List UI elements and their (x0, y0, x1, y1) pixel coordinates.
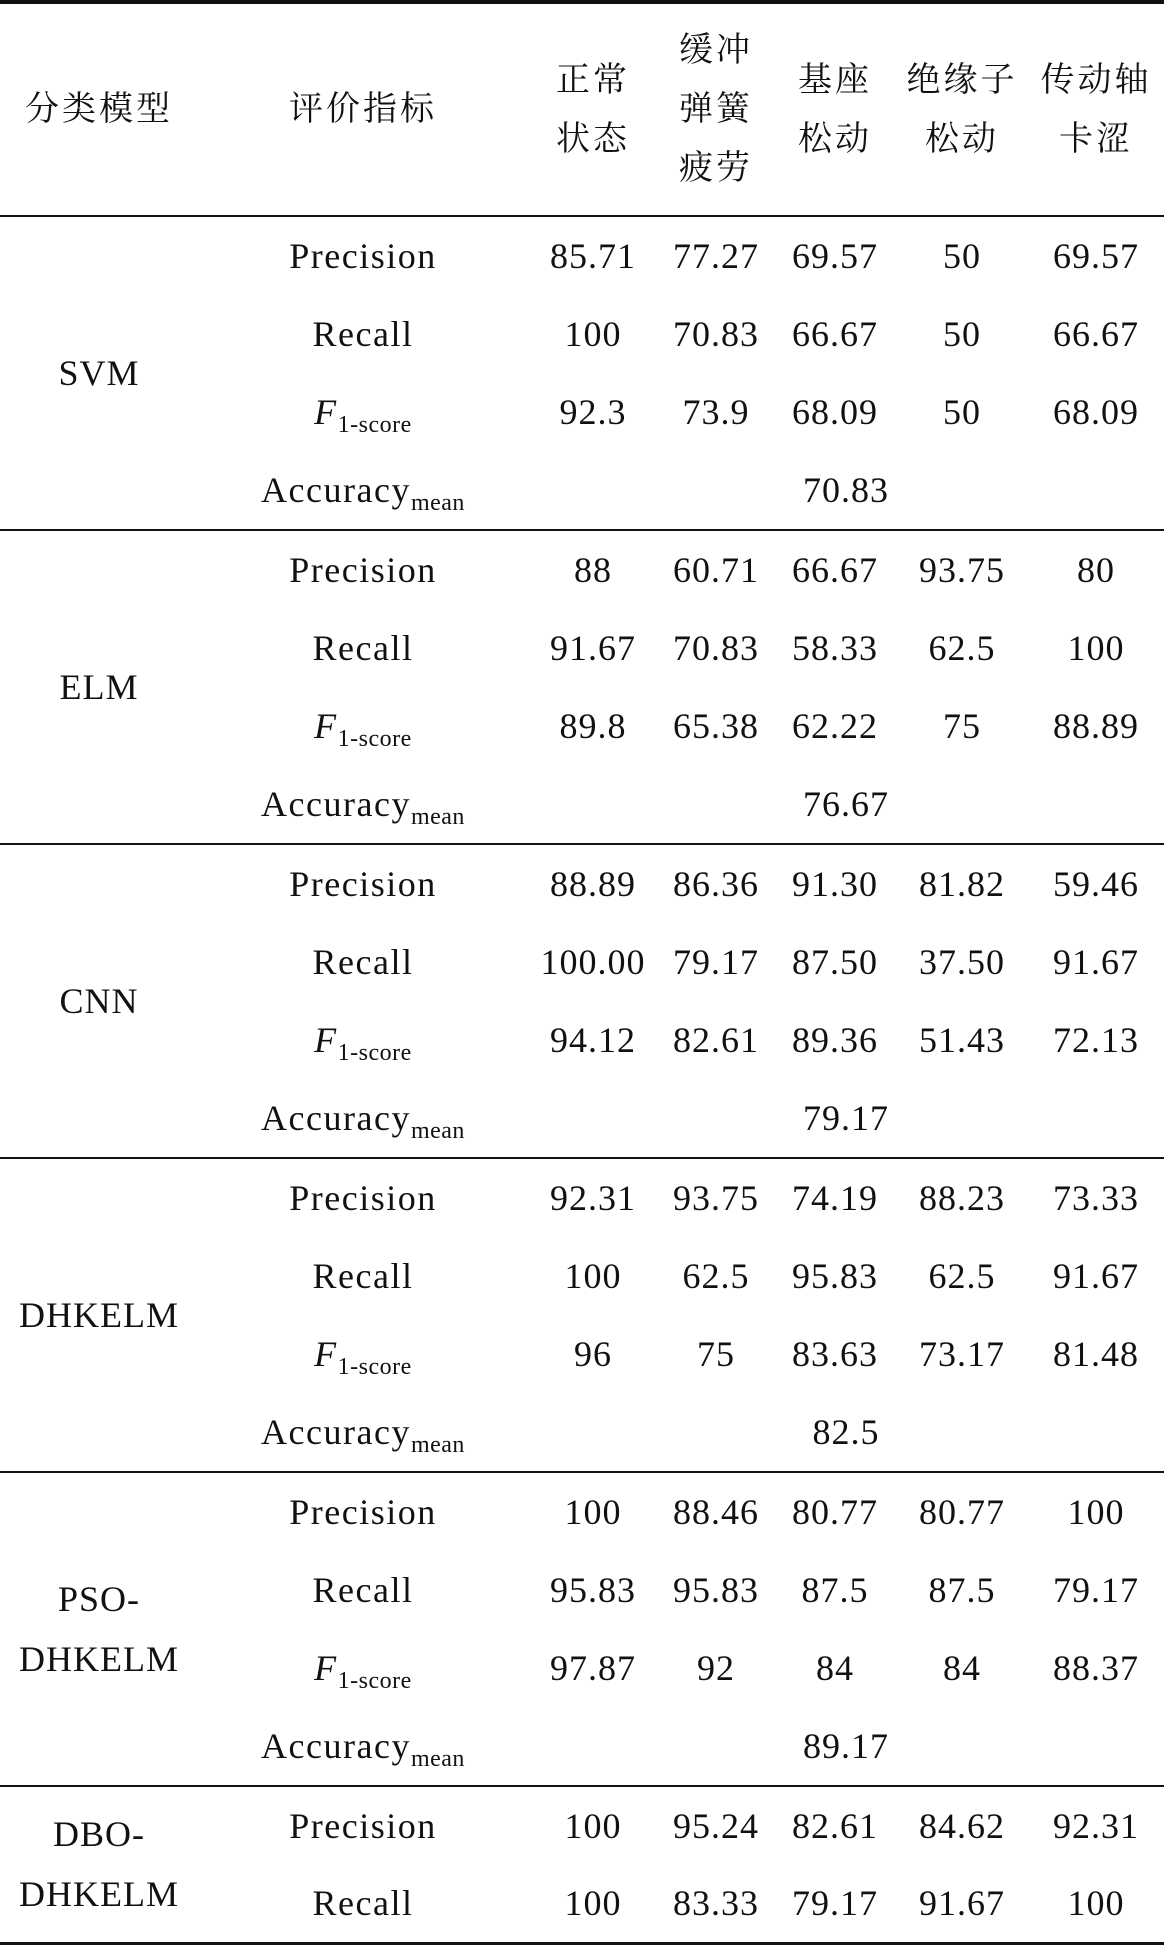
cell-value: 62.5 (928, 627, 996, 668)
cell-value: 92.3 (559, 392, 627, 433)
metric-label-precision: Precision (289, 1177, 437, 1218)
metric-label-accuracy: Accuracy$_{mean}$ (198, 1080, 528, 1159)
cell-value: 81.48 (1053, 1334, 1139, 1375)
table-row (0, 1786, 1164, 1865)
header-row (0, 2, 1164, 216)
accuracy-value: 79.17 (528, 1080, 1164, 1159)
metric-label-f1: $F_{1-score}$ (314, 706, 412, 753)
cell-value: 93.75 (673, 1177, 759, 1218)
cell-value: 91.67 (550, 627, 636, 668)
metric-label-accuracy: Accuracy$_{mean}$ (198, 1394, 528, 1473)
cell-value: 100.00 (540, 941, 646, 982)
metric-label-accuracy: Accuracy$_{mean}$ (198, 452, 528, 531)
cell-value: 87.5 (928, 1569, 996, 1610)
cell-value: 79.17 (673, 941, 759, 982)
cell-value: 50 (943, 235, 981, 276)
cell-value: 88.23 (919, 1177, 1005, 1218)
cell-value: 87.50 (792, 941, 878, 982)
cell-value: 65.38 (673, 706, 759, 747)
cell-value: 66.67 (792, 549, 878, 590)
cell-value: 84 (816, 1648, 854, 1689)
cell-value: 88.37 (1053, 1648, 1139, 1689)
metric-label-recall: Recall (312, 313, 414, 354)
metric-label-f1: $F_{1-score}$ (314, 392, 412, 439)
accuracy-value: 89.17 (528, 1708, 1164, 1787)
cell-value: 50 (943, 392, 981, 433)
cell-value: 100 (528, 1865, 658, 1944)
header-class-shaft-stuck: 传动轴 卡涩 (1028, 2, 1164, 216)
header-class-insulator-loose: 绝缘子 松动 (896, 2, 1028, 216)
cell-value: 84.62 (919, 1805, 1005, 1846)
cell-value: 95.83 (792, 1255, 878, 1296)
metric-label-recall: Recall (312, 1569, 414, 1610)
metric-label-precision: Precision (289, 1805, 437, 1846)
cell-value: 75 (697, 1334, 735, 1375)
cell-value: 79.17 (774, 1865, 896, 1944)
cell-value: 100 (1028, 1865, 1164, 1944)
cell-value: 88 (574, 549, 612, 590)
cell-value: 100 (564, 1805, 622, 1846)
cell-value: 91.67 (1053, 1255, 1139, 1296)
accuracy-value: 76.67 (528, 766, 1164, 845)
cell-value: 80.77 (919, 1491, 1005, 1532)
cell-value: 92 (697, 1648, 735, 1689)
metric-label-recall: Recall (198, 1865, 528, 1944)
cell-value: 59.46 (1053, 863, 1139, 904)
table-row (0, 216, 1164, 295)
header-class-spring-fatigue: 缓冲 弹簧 疲劳 (658, 2, 774, 216)
cell-value: 74.19 (792, 1177, 878, 1218)
cell-value: 91.67 (896, 1865, 1028, 1944)
metric-label-recall: Recall (312, 1255, 414, 1296)
model-name: CNN (0, 844, 198, 1158)
cell-value: 82.61 (792, 1805, 878, 1846)
metric-label-accuracy: Accuracy$_{mean}$ (198, 766, 528, 845)
cell-value: 88.46 (673, 1491, 759, 1532)
metric-label-recall: Recall (312, 627, 414, 668)
cell-value: 80 (1077, 549, 1115, 590)
cell-value: 77.27 (673, 235, 759, 276)
cell-value: 73.9 (682, 392, 750, 433)
cell-value: 93.75 (919, 549, 1005, 590)
metric-label-recall: Recall (312, 941, 414, 982)
cell-value: 92.31 (1053, 1805, 1139, 1846)
cell-value: 62.5 (682, 1255, 750, 1296)
cell-value: 58.33 (792, 627, 878, 668)
cell-value: 50 (943, 313, 981, 354)
cell-value: 73.33 (1053, 1177, 1139, 1218)
cell-value: 89.8 (559, 706, 627, 747)
cell-value: 73.17 (919, 1334, 1005, 1375)
table-row (0, 530, 1164, 609)
cell-value: 100 (1067, 627, 1125, 668)
cell-value: 82.61 (673, 1020, 759, 1061)
cell-value: 95.24 (673, 1805, 759, 1846)
header-class-base-loose: 基座 松动 (774, 2, 896, 216)
cell-value: 72.13 (1053, 1020, 1139, 1061)
model-name: DHKELM (0, 1158, 198, 1472)
cell-value: 75 (943, 706, 981, 747)
cell-value: 88.89 (1053, 706, 1139, 747)
cell-value: 70.83 (673, 627, 759, 668)
cell-value: 94.12 (550, 1020, 636, 1061)
cell-value: 80.77 (792, 1491, 878, 1532)
cell-value: 95.83 (550, 1569, 636, 1610)
cell-value: 68.09 (1053, 392, 1139, 433)
cell-value: 60.71 (673, 549, 759, 590)
cell-value: 66.67 (792, 313, 878, 354)
table-row (0, 1158, 1164, 1237)
cell-value: 95.83 (673, 1569, 759, 1610)
model-name: ELM (0, 530, 198, 844)
header-class-normal: 正常 状态 (528, 2, 658, 216)
cell-value: 84 (943, 1648, 981, 1689)
cell-value: 37.50 (919, 941, 1005, 982)
metric-label-precision: Precision (289, 863, 437, 904)
metric-label-f1: $F_{1-score}$ (314, 1334, 412, 1381)
cell-value: 68.09 (792, 392, 878, 433)
metric-label-f1: $F_{1-score}$ (314, 1648, 412, 1695)
cell-value: 85.71 (550, 235, 636, 276)
table-row (0, 1472, 1164, 1551)
cell-value: 89.36 (792, 1020, 878, 1061)
cell-value: 62.22 (792, 706, 878, 747)
cell-value: 83.33 (658, 1865, 774, 1944)
cell-value: 69.57 (792, 235, 878, 276)
table-body (0, 216, 1164, 1943)
cell-value: 91.67 (1053, 941, 1139, 982)
cell-value: 100 (564, 1491, 622, 1532)
cell-value: 69.57 (1053, 235, 1139, 276)
cell-value: 96 (574, 1334, 612, 1375)
cell-value: 62.5 (928, 1255, 996, 1296)
model-name: SVM (0, 216, 198, 530)
cell-value: 100 (564, 313, 622, 354)
cell-value: 81.82 (919, 863, 1005, 904)
cell-value: 88.89 (550, 863, 636, 904)
cell-value: 91.30 (792, 863, 878, 904)
metric-label-f1: $F_{1-score}$ (314, 1020, 412, 1067)
cell-value: 97.87 (550, 1648, 636, 1689)
cell-value: 79.17 (1053, 1569, 1139, 1610)
cell-value: 70.83 (673, 313, 759, 354)
table-row (0, 844, 1164, 923)
metric-label-accuracy: Accuracy$_{mean}$ (198, 1708, 528, 1787)
model-name: PSO- DHKELM (0, 1472, 198, 1786)
metric-label-precision: Precision (289, 1491, 437, 1532)
metric-label-precision: Precision (289, 235, 437, 276)
cell-value: 51.43 (919, 1020, 1005, 1061)
accuracy-value: 70.83 (528, 452, 1164, 531)
cell-value: 86.36 (673, 863, 759, 904)
header-model: 分类模型 (0, 2, 198, 216)
cell-value: 100 (1067, 1491, 1125, 1532)
cell-value: 100 (564, 1255, 622, 1296)
cell-value: 83.63 (792, 1334, 878, 1375)
cell-value: 92.31 (550, 1177, 636, 1218)
metric-label-precision: Precision (289, 549, 437, 590)
cell-value: 66.67 (1053, 313, 1139, 354)
cell-value: 87.5 (801, 1569, 869, 1610)
accuracy-value: 82.5 (528, 1394, 1164, 1473)
header-metric: 评价指标 (198, 2, 528, 216)
model-name: DBO- DHKELM (0, 1786, 198, 1943)
